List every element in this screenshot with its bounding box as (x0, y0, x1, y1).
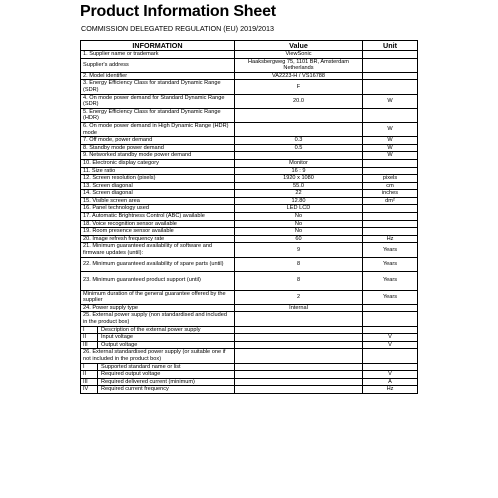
row-value: 0.5 (235, 144, 363, 152)
row-unit (363, 304, 418, 312)
table-subrow (81, 326, 418, 334)
row-unit: inches (363, 190, 418, 198)
row-information: 3. Energy Efficiency Class for standard Dynamic Range (SDR) (81, 80, 235, 94)
subrow-label: Description of the external power supply (101, 326, 201, 333)
subrow-number: I (81, 327, 98, 334)
row-information: 9. Networked standby mode power demand (81, 152, 235, 160)
subrow-information (81, 341, 235, 349)
table-row (81, 51, 418, 59)
table-row (81, 190, 418, 198)
row-value: 12.80 (235, 197, 363, 205)
table-row (81, 144, 418, 152)
row-information: 4. On mode power demand for Standard Dynamic Range (SDR) (81, 94, 235, 108)
row-value: 55.0 (235, 182, 363, 190)
row-value: 2 (235, 290, 363, 304)
header-value: Value (235, 41, 363, 51)
table-row (81, 80, 418, 94)
table-row (81, 175, 418, 183)
row-unit (363, 58, 418, 72)
table-row (81, 197, 418, 205)
subrow-number: III (81, 342, 98, 349)
row-value: 0.3 (235, 137, 363, 145)
subrow-label: Required output voltage (101, 371, 161, 378)
row-information: 7. Off mode, power demand (81, 137, 235, 145)
table-row (81, 182, 418, 190)
table-row (81, 220, 418, 228)
row-unit (363, 205, 418, 213)
subrow-value (235, 378, 363, 386)
row-unit: pixels (363, 175, 418, 183)
row-value: 16 : 9 (235, 167, 363, 175)
table-row (81, 152, 418, 160)
table-row (81, 213, 418, 221)
row-information: 14. Screen diagonal (81, 190, 235, 198)
row-information: 21. Minimum guaranteed availability of software and firmware updates (until): (81, 243, 235, 257)
row-information: 19. Room presence sensor available (81, 228, 235, 236)
row-unit: dm² (363, 197, 418, 205)
row-value: 60 (235, 235, 363, 243)
subrow-unit (363, 326, 418, 334)
subrow-value (235, 334, 363, 342)
subrow-value (235, 326, 363, 334)
row-value: 8 (235, 257, 363, 271)
row-value (235, 349, 363, 363)
row-unit: Hz (363, 235, 418, 243)
table-row (81, 290, 418, 304)
row-value (235, 152, 363, 160)
table-row (81, 94, 418, 108)
table-row (81, 349, 418, 363)
row-value (235, 108, 363, 122)
row-information: 6. On mode power demand in High Dynamic Range (HDR) mode (81, 122, 235, 136)
subrow-number: II (81, 371, 98, 378)
subrow-number: I (81, 364, 98, 371)
subrow-unit: V (363, 341, 418, 349)
table-subrow (81, 371, 418, 379)
row-value: LED LCD (235, 205, 363, 213)
subrow-label: Output voltage (101, 341, 138, 348)
table-subrow (81, 363, 418, 371)
row-unit (363, 108, 418, 122)
row-unit (363, 213, 418, 221)
row-information: 13. Screen diagonal (81, 182, 235, 190)
table-row (81, 159, 418, 167)
row-value: Haaksbergweg 75, 1101 BR, Amsterdam Netherlands (235, 58, 363, 72)
subrow-information (81, 326, 235, 334)
row-unit (363, 80, 418, 94)
row-information: 20. Image refresh frequency rate (81, 235, 235, 243)
row-unit: W (363, 122, 418, 136)
row-information: 18. Voice recognition sensor available (81, 220, 235, 228)
row-unit (363, 167, 418, 175)
table-header-row (81, 41, 418, 51)
row-value: 1920 x 1080 (235, 175, 363, 183)
subrow-value (235, 371, 363, 379)
row-information: 22. Minimum guaranteed availability of spare parts (until) (81, 257, 235, 271)
subrow-information (81, 378, 235, 386)
row-information: 10. Electronic display category (81, 159, 235, 167)
table-subrow (81, 334, 418, 342)
subrow-value (235, 386, 363, 394)
row-unit (363, 228, 418, 236)
row-information: 23. Minimum guaranteed product support (until) (81, 271, 235, 290)
subrow-unit: V (363, 334, 418, 342)
table-row (81, 228, 418, 236)
subrow-label: Input voltage (101, 334, 134, 341)
row-unit (363, 51, 418, 59)
subrow-unit: Hz (363, 386, 418, 394)
subrow-information (81, 363, 235, 371)
row-information: 12. Screen resolution (pixels) (81, 175, 235, 183)
row-value: 20.0 (235, 94, 363, 108)
subrow-information (81, 334, 235, 342)
row-value (235, 122, 363, 136)
table-subrow (81, 386, 418, 394)
table-subrow (81, 341, 418, 349)
header-information: INFORMATION (81, 41, 235, 51)
row-information: 5. Energy Efficiency Class for standard Dynamic Range (HDR) (81, 108, 235, 122)
subrow-value (235, 341, 363, 349)
row-value: No (235, 220, 363, 228)
row-unit (363, 349, 418, 363)
row-value: Internal (235, 304, 363, 312)
row-value: No (235, 213, 363, 221)
subrow-number: III (81, 379, 98, 386)
row-information: 1. Supplier name or trademark (81, 51, 235, 59)
row-information: Supplier's address (81, 58, 235, 72)
row-unit (363, 220, 418, 228)
subrow-unit (363, 363, 418, 371)
row-value: ViewSonic (235, 51, 363, 59)
table-row (81, 312, 418, 326)
table-row (81, 271, 418, 290)
subrow-number: IV (81, 386, 98, 393)
subrow-information (81, 371, 235, 379)
row-unit: Years (363, 271, 418, 290)
subrow-label: Required current frequency (101, 386, 169, 393)
row-unit (363, 72, 418, 80)
table-row (81, 137, 418, 145)
row-value: No (235, 228, 363, 236)
row-value: VA2223-H / VS16788 (235, 72, 363, 80)
document-title: Product Information Sheet (80, 3, 276, 20)
information-table (80, 40, 418, 394)
row-unit (363, 312, 418, 326)
table-row (81, 243, 418, 257)
table-row (81, 304, 418, 312)
row-unit: Years (363, 243, 418, 257)
subrow-unit: A (363, 378, 418, 386)
document-subtitle: COMMISSION DELEGATED REGULATION (EU) 2019/2013 (81, 24, 275, 33)
table-row (81, 108, 418, 122)
row-value: 22 (235, 190, 363, 198)
row-information: 26. External standardised power supply (or suitable one if not included in the product box) (81, 349, 235, 363)
row-unit: W (363, 94, 418, 108)
row-information: 24. Power supply type (81, 304, 235, 312)
table-row (81, 72, 418, 80)
table-row (81, 257, 418, 271)
row-information: 15. Visible screen area (81, 197, 235, 205)
row-information: 16. Panel technology used (81, 205, 235, 213)
row-unit (363, 159, 418, 167)
subrow-number: II (81, 334, 98, 341)
row-value: Monitor (235, 159, 363, 167)
subrow-value (235, 363, 363, 371)
table-row (81, 122, 418, 136)
subrow-unit: V (363, 371, 418, 379)
table-row (81, 167, 418, 175)
table-row (81, 58, 418, 72)
row-unit: W (363, 152, 418, 160)
header-unit: Unit (363, 41, 418, 51)
row-information: 25. External power supply (non standardised and included in the product box) (81, 312, 235, 326)
table-row (81, 235, 418, 243)
row-information: 11. Size ratio (81, 167, 235, 175)
row-information: Minimum duration of the general guarantee offered by the supplier (81, 290, 235, 304)
subrow-label: Supported standard name or list (101, 363, 181, 370)
row-value: 9 (235, 243, 363, 257)
table-row (81, 205, 418, 213)
row-unit: W (363, 137, 418, 145)
row-information: 2. Model identifier (81, 72, 235, 80)
row-unit: Years (363, 257, 418, 271)
row-value (235, 312, 363, 326)
row-unit: Years (363, 290, 418, 304)
row-value: 8 (235, 271, 363, 290)
row-unit: W (363, 144, 418, 152)
row-information: 17. Automatic Brightness Control (ABC) available (81, 213, 235, 221)
subrow-information (81, 386, 235, 394)
row-information: 8. Standby mode power demand (81, 144, 235, 152)
table-subrow (81, 378, 418, 386)
row-value: F (235, 80, 363, 94)
row-unit: cm (363, 182, 418, 190)
subrow-label: Required delivered current (minimum) (101, 378, 195, 385)
